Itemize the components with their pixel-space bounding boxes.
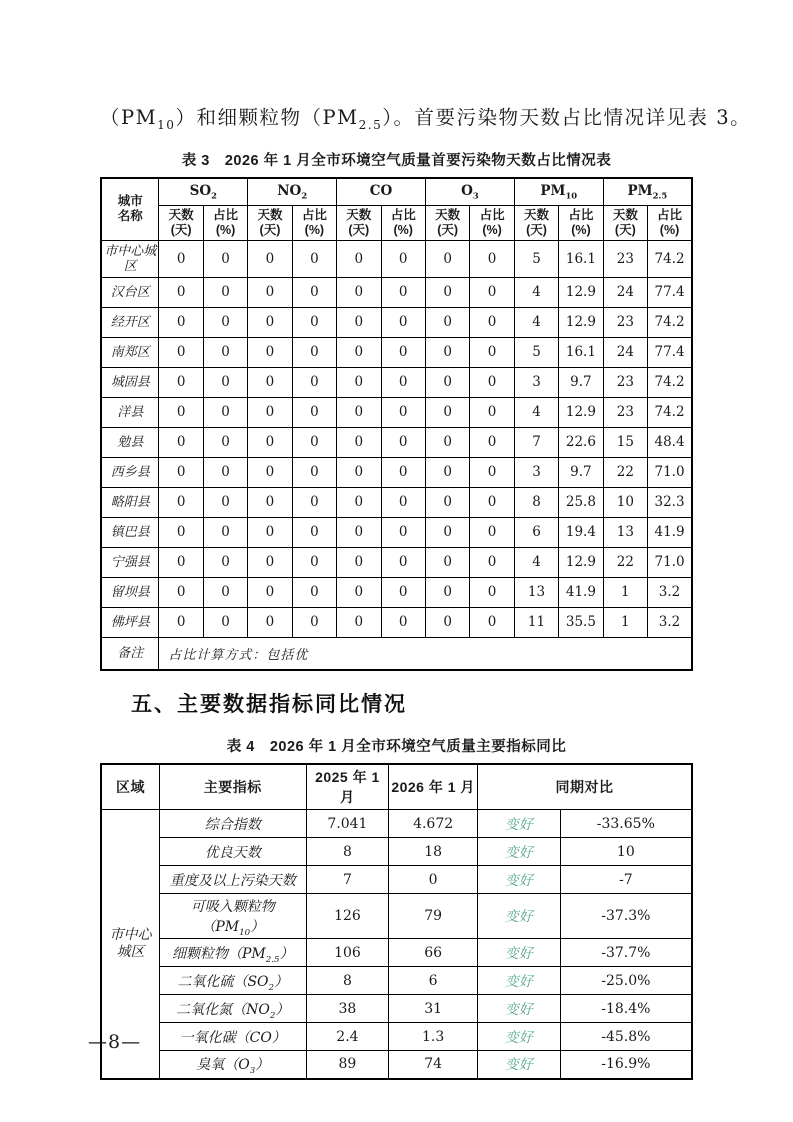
table3-remark-label: 备注: [101, 637, 159, 670]
table4-row: [101, 939, 692, 967]
table3-value-cell: 1: [603, 607, 647, 637]
table3-value-cell: 4: [514, 307, 558, 337]
table3-value-cell: 0: [425, 337, 469, 367]
table3-value-cell: 0: [203, 337, 247, 367]
table4-2025-cell: 2.4: [306, 1023, 389, 1051]
table3-value-cell: 0: [381, 397, 425, 427]
table3-value-cell: 0: [203, 577, 247, 607]
table4-indicator-cell: 二氧化硫$(SO_2)$: [160, 967, 307, 995]
table3-value-cell: 0: [248, 277, 292, 307]
table3-value-cell: 0: [159, 307, 203, 337]
table4-region-header: 区域: [101, 764, 160, 810]
table3-ratio-header: 占比 (%): [648, 205, 692, 240]
table3-row: [101, 367, 692, 397]
table3-value-cell: 13: [514, 577, 558, 607]
table4-indicator-cell: 一氧化碳（CO）: [160, 1023, 307, 1051]
table3-value-cell: 3.2: [648, 607, 692, 637]
table3-value-cell: 0: [248, 487, 292, 517]
table3-value-cell: 0: [203, 427, 247, 457]
table3-value-cell: 10: [603, 487, 647, 517]
table3-value-cell: 22: [603, 547, 647, 577]
table4-change-cell: -33.65%: [560, 810, 692, 838]
table3-value-cell: 0: [337, 337, 381, 367]
table4-indicator-cell: 细颗粒物$(PM_{2.5})$: [160, 939, 307, 967]
table4-compare-header: 同期对比: [477, 764, 692, 810]
table3-pollutant-header: $PM_{10}$: [514, 178, 603, 205]
table3-row: [101, 487, 692, 517]
table4-caption: 表 4 2026 年 1 月全市环境空气质量主要指标同比: [226, 739, 567, 755]
table4-indicator-cell: 臭氧$(O_3)$: [160, 1051, 307, 1079]
table3-ratio-header: 占比 (%): [203, 205, 247, 240]
table4-trend-cell: 变好: [477, 866, 560, 894]
table4-2026-cell: 0: [389, 866, 478, 894]
table3-row: [101, 240, 692, 277]
table4-trend-cell: 变好: [477, 838, 560, 866]
table4-trend-cell: 变好: [477, 894, 560, 939]
table3-value-cell: 0: [381, 517, 425, 547]
table3-city-cell: 勉县: [101, 427, 159, 457]
table4-2026-cell: 31: [389, 995, 478, 1023]
table3-value-cell: 32.3: [648, 487, 692, 517]
table3-value-cell: 74.2: [648, 307, 692, 337]
table3-value-cell: 0: [159, 277, 203, 307]
table4-2026-header: 2026 年 1 月: [389, 764, 478, 810]
table3-pollutant-header: $NO_2$: [248, 178, 337, 205]
table3-pollutant-header: CO: [337, 178, 426, 205]
table3-city-cell: 洋县: [101, 397, 159, 427]
table3-value-cell: 0: [425, 397, 469, 427]
table3-value-cell: 0: [248, 577, 292, 607]
table3-value-cell: 0: [248, 367, 292, 397]
table3-value-cell: 0: [248, 240, 292, 277]
table3-value-cell: 0: [337, 517, 381, 547]
table3-days-header: 天数 (天): [337, 205, 381, 240]
table4-row: [101, 866, 692, 894]
table3-value-cell: 6: [514, 517, 558, 547]
table3-value-cell: 0: [292, 427, 336, 457]
table3-value-cell: 0: [203, 487, 247, 517]
table3-value-cell: 0: [425, 457, 469, 487]
table3-value-cell: 0: [425, 277, 469, 307]
table3-value-cell: 0: [337, 487, 381, 517]
table3-value-cell: 0: [159, 577, 203, 607]
table3-days-header: 天数 (天): [159, 205, 203, 240]
table3-value-cell: 0: [381, 487, 425, 517]
table4-row: [101, 967, 692, 995]
table3-value-cell: 0: [203, 240, 247, 277]
table3-value-cell: 0: [425, 427, 469, 457]
table4-region-cell: 市中心城区: [101, 810, 160, 1079]
table4-row: [101, 995, 692, 1023]
table3-city-cell: 汉台区: [101, 277, 159, 307]
table3-value-cell: 9.7: [559, 457, 603, 487]
table3-value-cell: 48.4: [648, 427, 692, 457]
table3-value-cell: 74.2: [648, 240, 692, 277]
table3-value-cell: 0: [292, 457, 336, 487]
table3-value-cell: 77.4: [648, 277, 692, 307]
table3-value-cell: 0: [470, 240, 514, 277]
table3-ratio-header: 占比 (%): [292, 205, 336, 240]
table3-row: [101, 277, 692, 307]
table4-row: [101, 1023, 692, 1051]
table3-value-cell: 24: [603, 277, 647, 307]
table4-2025-cell: 8: [306, 838, 389, 866]
table3-pollutant-header: $PM_{2.5}$: [603, 178, 692, 205]
table4-change-cell: -37.3%: [560, 894, 692, 939]
table3-row: [101, 547, 692, 577]
table3-value-cell: 0: [337, 427, 381, 457]
table3-value-cell: 15: [603, 427, 647, 457]
table3-value-cell: 0: [337, 240, 381, 277]
table4-indicator-cell: 优良天数: [160, 838, 307, 866]
table3-value-cell: 0: [203, 457, 247, 487]
table3-value-cell: 0: [159, 427, 203, 457]
table3-value-cell: 0: [292, 487, 336, 517]
table3-value-cell: 0: [337, 367, 381, 397]
table3-pollutant-header: $O_3$: [425, 178, 514, 205]
table3-value-cell: 5: [514, 240, 558, 277]
table3-value-cell: 0: [292, 397, 336, 427]
table3-value-cell: 0: [337, 397, 381, 427]
table3-value-cell: 0: [381, 457, 425, 487]
table3-value-cell: 0: [159, 240, 203, 277]
table4-indicator-header: 主要指标: [160, 764, 307, 810]
table3-row: [101, 457, 692, 487]
table3-value-cell: 0: [248, 547, 292, 577]
table3-value-cell: 0: [470, 577, 514, 607]
table3-value-cell: 0: [381, 307, 425, 337]
table3-value-cell: 0: [425, 517, 469, 547]
table3-value-cell: 0: [292, 547, 336, 577]
table3-value-cell: 0: [292, 337, 336, 367]
table4-indicator-cell: 可吸入颗粒物$(PM_{10})$: [160, 894, 307, 939]
table3-value-cell: 0: [203, 277, 247, 307]
table3-remark-text: 占比计算方式：包括优: [159, 637, 692, 670]
table3-value-cell: 0: [470, 547, 514, 577]
table3-value-cell: 0: [425, 240, 469, 277]
table3-value-cell: 0: [470, 457, 514, 487]
table3-value-cell: 12.9: [559, 397, 603, 427]
table4-trend-cell: 变好: [477, 1023, 560, 1051]
table3-value-cell: 3.2: [648, 577, 692, 607]
table3-value-cell: 0: [159, 487, 203, 517]
table3-value-cell: 5: [514, 337, 558, 367]
table3-value-cell: 0: [425, 577, 469, 607]
table3-value-cell: 0: [470, 337, 514, 367]
table3-city-cell: 留坝县: [101, 577, 159, 607]
table4-indicator-comparison: [100, 763, 693, 1080]
table4-2026-cell: 66: [389, 939, 478, 967]
table4-trend-cell: 变好: [477, 995, 560, 1023]
table3-value-cell: 0: [425, 307, 469, 337]
table3-value-cell: 0: [381, 547, 425, 577]
table3-value-cell: 0: [381, 277, 425, 307]
table3-row: [101, 517, 692, 547]
table4-2026-cell: 74: [389, 1051, 478, 1079]
table3-value-cell: 12.9: [559, 277, 603, 307]
table3-value-cell: 0: [248, 307, 292, 337]
table3-row: [101, 307, 692, 337]
table3-value-cell: 0: [470, 397, 514, 427]
table3-value-cell: 7: [514, 427, 558, 457]
table4-indicator-cell: 综合指数: [160, 810, 307, 838]
table3-value-cell: 0: [203, 517, 247, 547]
table4-2026-cell: 6: [389, 967, 478, 995]
intro-paragraph: $(PM_{10})$和细颗粒物$(PM_{2.5})$。首要污染物天数占比情况详见表 3。: [100, 106, 752, 132]
table3-value-cell: 41.9: [648, 517, 692, 547]
table4-2025-cell: 89: [306, 1051, 389, 1079]
table4-2025-cell: 106: [306, 939, 389, 967]
table3-value-cell: 0: [203, 307, 247, 337]
table3-value-cell: 77.4: [648, 337, 692, 367]
table3-row: [101, 607, 692, 637]
table3-value-cell: 0: [425, 487, 469, 517]
table3-value-cell: 0: [248, 397, 292, 427]
table4-2025-header: 2025 年 1 月: [306, 764, 389, 810]
table3-value-cell: 0: [470, 487, 514, 517]
table3-value-cell: 0: [159, 547, 203, 577]
table4-row: [101, 894, 692, 939]
table3-value-cell: 0: [203, 397, 247, 427]
table4-row: [101, 838, 692, 866]
table3-value-cell: 0: [470, 607, 514, 637]
table3-value-cell: 0: [292, 517, 336, 547]
table3-value-cell: 71.0: [648, 457, 692, 487]
table3-value-cell: 0: [337, 547, 381, 577]
table3-value-cell: 0: [381, 607, 425, 637]
table4-trend-cell: 变好: [477, 939, 560, 967]
table3-city-cell: 宁强县: [101, 547, 159, 577]
table3-value-cell: 23: [603, 397, 647, 427]
table3-value-cell: 0: [381, 577, 425, 607]
table3-row: [101, 397, 692, 427]
section-heading: 五、主要数据指标同比情况: [131, 693, 407, 716]
table3-value-cell: 4: [514, 277, 558, 307]
table3-value-cell: 22: [603, 457, 647, 487]
table3-days-header: 天数 (天): [514, 205, 558, 240]
table3-city-cell: 佛坪县: [101, 607, 159, 637]
table4-change-cell: -25.0%: [560, 967, 692, 995]
table3-value-cell: 25.8: [559, 487, 603, 517]
table3-value-cell: 22.6: [559, 427, 603, 457]
table3-value-cell: 12.9: [559, 547, 603, 577]
table3-value-cell: 3: [514, 367, 558, 397]
table4-change-cell: -37.7%: [560, 939, 692, 967]
table3-value-cell: 41.9: [559, 577, 603, 607]
table3-value-cell: 24: [603, 337, 647, 367]
table3-value-cell: 4: [514, 397, 558, 427]
table3-days-header: 天数 (天): [603, 205, 647, 240]
table3-value-cell: 0: [337, 577, 381, 607]
table3-value-cell: 0: [159, 397, 203, 427]
table3-city-cell: 经开区: [101, 307, 159, 337]
table3-row: [101, 577, 692, 607]
table3-value-cell: 0: [159, 457, 203, 487]
table3-value-cell: 0: [248, 517, 292, 547]
table4-change-cell: -16.9%: [560, 1051, 692, 1079]
table4-2025-cell: 7: [306, 866, 389, 894]
table3-value-cell: 71.0: [648, 547, 692, 577]
table4-trend-cell: 变好: [477, 967, 560, 995]
table3-value-cell: 0: [292, 367, 336, 397]
table4-indicator-cell: 二氧化氮$(NO_2)$: [160, 995, 307, 1023]
table3-city-cell: 西乡县: [101, 457, 159, 487]
table3-value-cell: 0: [203, 547, 247, 577]
table4-2025-cell: 38: [306, 995, 389, 1023]
table3-ratio-header: 占比 (%): [381, 205, 425, 240]
table3-value-cell: 1: [603, 577, 647, 607]
table3-days-header: 天数 (天): [425, 205, 469, 240]
table3-value-cell: 0: [381, 337, 425, 367]
table3-city-cell: 城固县: [101, 367, 159, 397]
table3-value-cell: 0: [159, 607, 203, 637]
table3-value-cell: 16.1: [559, 240, 603, 277]
table4-2026-cell: 4.672: [389, 810, 478, 838]
table3-value-cell: 11: [514, 607, 558, 637]
table4-row: [101, 810, 692, 838]
table3-row: [101, 337, 692, 367]
table3-value-cell: 0: [292, 307, 336, 337]
table3-value-cell: 0: [203, 607, 247, 637]
table3-value-cell: 23: [603, 367, 647, 397]
table3-value-cell: 0: [337, 457, 381, 487]
table3-value-cell: 0: [248, 607, 292, 637]
table3-value-cell: 12.9: [559, 307, 603, 337]
table4-change-cell: -45.8%: [560, 1023, 692, 1051]
table4-row: [101, 1051, 692, 1079]
table3-value-cell: 0: [381, 427, 425, 457]
table3-value-cell: 0: [470, 277, 514, 307]
table3-value-cell: 0: [470, 367, 514, 397]
table3-ratio-header: 占比 (%): [470, 205, 514, 240]
table3-remark-row: [101, 637, 692, 670]
table3-days-header: 天数 (天): [248, 205, 292, 240]
table3-value-cell: 0: [248, 457, 292, 487]
table3-corner-header: 城市 名称: [101, 178, 159, 240]
table3-value-cell: 0: [159, 517, 203, 547]
table3-value-cell: 0: [425, 607, 469, 637]
table3-value-cell: 0: [381, 240, 425, 277]
table3-value-cell: 0: [292, 240, 336, 277]
table3-value-cell: 16.1: [559, 337, 603, 367]
table3-value-cell: 0: [470, 307, 514, 337]
table3-value-cell: 13: [603, 517, 647, 547]
table3-value-cell: 23: [603, 307, 647, 337]
table3-value-cell: 0: [381, 367, 425, 397]
table3-city-cell: 南郑区: [101, 337, 159, 367]
table3-value-cell: 0: [337, 277, 381, 307]
table3-pollutant-days: [100, 177, 693, 671]
table4-2025-cell: 7.041: [306, 810, 389, 838]
table3-value-cell: 0: [470, 517, 514, 547]
table3-value-cell: 0: [337, 307, 381, 337]
table3-value-cell: 0: [203, 367, 247, 397]
table4-trend-cell: 变好: [477, 810, 560, 838]
table3-row: [101, 427, 692, 457]
table3-value-cell: 9.7: [559, 367, 603, 397]
table3-value-cell: 74.2: [648, 397, 692, 427]
table3-value-cell: 0: [159, 367, 203, 397]
table3-value-cell: 0: [292, 607, 336, 637]
table3-value-cell: 0: [425, 547, 469, 577]
table3-value-cell: 3: [514, 457, 558, 487]
table3-value-cell: 0: [292, 277, 336, 307]
table4-2025-cell: 8: [306, 967, 389, 995]
table3-pollutant-header: $SO_2$: [159, 178, 248, 205]
table3-caption: 表 3 2026 年 1 月全市环境空气质量首要污染物天数占比情况表: [181, 153, 612, 169]
table3-city-cell: 略阳县: [101, 487, 159, 517]
table3-value-cell: 0: [159, 337, 203, 367]
table3-value-cell: 0: [248, 427, 292, 457]
table4-change-cell: -7: [560, 866, 692, 894]
table4-change-cell: -18.4%: [560, 995, 692, 1023]
table4-indicator-cell: 重度及以上污染天数: [160, 866, 307, 894]
table3-value-cell: 0: [470, 427, 514, 457]
table3-value-cell: 23: [603, 240, 647, 277]
page-number: —8—: [88, 1031, 142, 1053]
table3-value-cell: 4: [514, 547, 558, 577]
table3-value-cell: 0: [248, 337, 292, 367]
table4-2026-cell: 1.3: [389, 1023, 478, 1051]
table3-value-cell: 19.4: [559, 517, 603, 547]
table3-city-cell: 市中心城区: [101, 240, 159, 277]
table3-value-cell: 8: [514, 487, 558, 517]
table4-2025-cell: 126: [306, 894, 389, 939]
table4-change-cell: 10: [560, 838, 692, 866]
table3-ratio-header: 占比 (%): [559, 205, 603, 240]
table3-value-cell: 0: [425, 367, 469, 397]
table3-value-cell: 74.2: [648, 367, 692, 397]
table4-2026-cell: 18: [389, 838, 478, 866]
table3-value-cell: 0: [292, 577, 336, 607]
table3-city-cell: 镇巴县: [101, 517, 159, 547]
table4-trend-cell: 变好: [477, 1051, 560, 1079]
table4-2026-cell: 79: [389, 894, 478, 939]
table3-value-cell: 35.5: [559, 607, 603, 637]
table3-value-cell: 0: [337, 607, 381, 637]
